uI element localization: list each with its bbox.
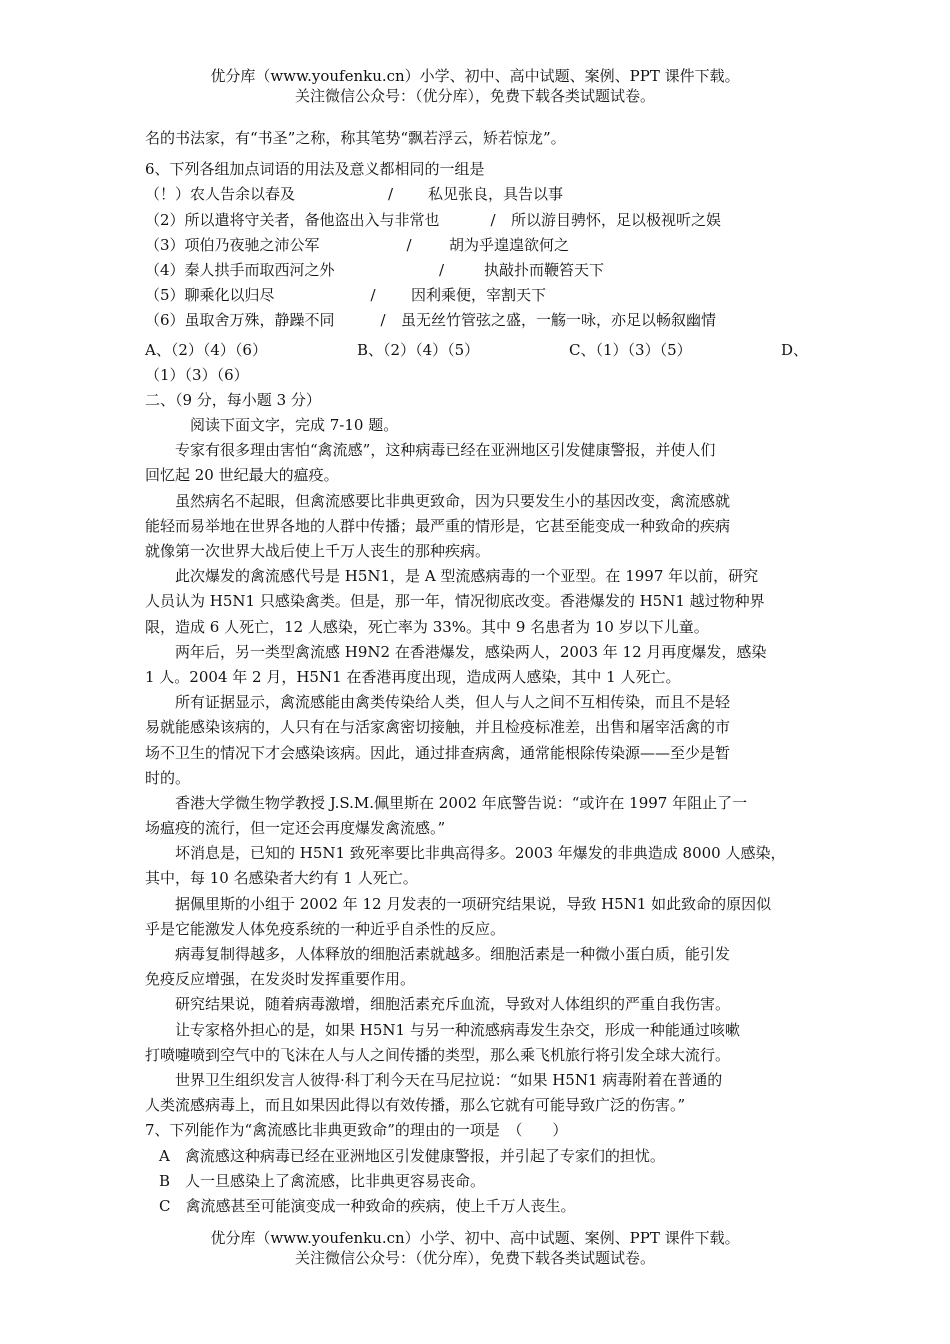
q6-pair-4-a: （4）秦人拱手而取西河之外	[145, 260, 335, 279]
q6-pair-1	[145, 182, 810, 207]
q6-pair-6-a: （6）虽取舍万殊，静躁不同	[145, 311, 335, 330]
paragraph-1-line-2: 回忆起 20 世纪最大的瘟疫。	[145, 466, 339, 485]
q6-choices	[145, 338, 810, 363]
paragraph-9-line-2: 免疫反应增强，在发炎时发挥重要作用。	[145, 970, 416, 989]
q6-pair-6	[145, 308, 810, 333]
paragraph-7-line-2: 其中，每 10 名感染者大约有 1 人死亡。	[145, 869, 418, 888]
q6-choice-c: C、（1）（3）（5）	[569, 340, 692, 359]
paragraph-5-line-1: 所有证据显示，禽流感能由禽类传染给人类，但人与人之间不互相传染，而且不是轻	[175, 693, 731, 712]
paragraph-10-line-1: 研究结果说，随着病毒激增，细胞活素充斥血流，导致对人体组织的严重自我伤害。	[175, 995, 731, 1014]
q6-pair-2	[145, 208, 810, 233]
q7-option-a: A 禽流感这种病毒已经在亚洲地区引发健康警报，并引起了专家们的担忧。	[159, 1146, 665, 1165]
paragraph-11-line-1: 让专家格外担心的是，如果 H5N1 与另一种流感病毒发生杂交，形成一种能通过咳嗽	[175, 1020, 740, 1039]
q6-pair-3-a: （3）项伯乃夜驰之沛公军	[145, 235, 320, 254]
intro-tail: 名的书法家，有“书圣”之称，称其笔势“飘若浮云，矫若惊龙”。	[145, 129, 566, 147]
q6-pair-5-b: 因利乘便，宰割天下	[411, 286, 547, 305]
q6-stem: 6、下列各组加点词语的用法及意义都相同的一组是	[145, 160, 485, 179]
page-header	[0, 66, 950, 106]
paragraph-4-line-1: 两年后，另一类型禽流感 H9N2 在香港爆发，感染两人，2003 年 12 月再度爆发，感染	[175, 642, 767, 661]
paragraph-3-line-1: 此次爆发的禽流感代号是 H5N1，是 A 型流感病毒的一个亚型。在 1997 年以前，研究	[175, 567, 759, 586]
document-body	[145, 126, 810, 1219]
q6-pair-3	[145, 233, 810, 258]
q6-choice-d-wrap: （1）（3）（6）	[145, 365, 249, 384]
q6-pair-1-sep: /	[387, 185, 394, 204]
q6-pair-6-b: 虽无丝竹管弦之盛，一觞一咏，亦足以畅叙幽情	[401, 311, 717, 330]
paragraph-2-line-1: 虽然病名不起眼，但禽流感要比非典更致命，因为只要发生小的基因改变，禽流感就	[175, 491, 731, 510]
paragraph-7-line-1: 坏消息是，已知的 H5N1 致死率要比非典高得多。2003 年爆发的非典造成 8000 人感染，	[175, 844, 786, 863]
paragraph-1-line-1: 专家有很多理由害怕“禽流感”，这种病毒已经在亚洲地区引发健康警报，并使人们	[175, 441, 716, 460]
paragraph-6-line-1: 香港大学微生物学教授 J.S.M.佩里斯在 2002 年底警告说：“或许在 1997 年阻止了一	[175, 793, 748, 812]
q6-pair-6-sep: /	[380, 311, 386, 330]
q6-pair-4-b: 执敲扑而鞭笞天下	[484, 260, 605, 279]
q7-option-c: C 禽流感甚至可能演变成一种致命的疾病，使上千万人丧生。	[159, 1196, 576, 1215]
section2-title: 二、（9 分，每小题 3 分）	[145, 390, 321, 409]
paragraph-2-line-3: 就像第一次世界大战后使上千万人丧生的那种疾病。	[145, 542, 491, 560]
paragraph-8-line-1: 据佩里斯的小组于 2002 年 12 月发表的一项研究结果说，导致 H5N1 如此致命的原因似	[175, 894, 772, 913]
q6-pair-5-sep: /	[370, 286, 376, 305]
paragraph-12-line-2: 人类流感病毒上，而且如果因此得以有效传播，那么它就有可能导致广泛的伤害。”	[145, 1096, 686, 1115]
q6-choice-a: A、（2）（4）（6）	[145, 340, 267, 359]
q7-option-b: B 人一旦感染上了禽流感，比非典更容易丧命。	[159, 1171, 486, 1190]
footer-line-2: 关注微信公众号：（优分库），免费下载各类试题试卷。	[294, 1249, 655, 1267]
article-paragraphs	[145, 438, 810, 1118]
q6-pair-3-sep: /	[406, 235, 412, 254]
q6-pair-1-a: （！）农人告余以春及	[145, 185, 296, 204]
section2-instruction: 阅读下面文字，完成 7-10 题。	[190, 416, 399, 435]
header-line-2: 关注微信公众号：（优分库），免费下载各类试题试卷。	[294, 87, 655, 105]
paragraph-12-line-1: 世界卫生组织发言人彼得·科丁利今天在马尼拉说：“如果 H5N1 病毒附着在普通的	[175, 1070, 723, 1089]
q6-pair-5-a: （5）聊乘化以归尽	[145, 286, 275, 305]
paragraph-9-line-1: 病毒复制得越多，人体释放的细胞活素就越多。细胞活素是一种微小蛋白质，能引发	[175, 945, 731, 963]
q6-pair-4	[145, 258, 810, 283]
paragraph-3-line-2: 人员认为 H5N1 只感染禽类。但是，那一年，情况彻底改变。香港爆发的 H5N1 越过物种界	[145, 592, 765, 611]
paragraph-6-line-2: 场瘟疫的流行，但一定还会再度爆发禽流感。”	[145, 819, 446, 838]
paragraph-5-line-4: 时的。	[145, 768, 191, 787]
q6-pair-2-a: （2）所以遣将守关者，备他盗出入与非常也	[145, 210, 440, 229]
paragraph-4-line-2: 1 人。2004 年 2 月，H5N1 在香港再度出现，造成两人感染，其中 1 人死亡。	[145, 667, 681, 686]
q6-choice-d: D、	[781, 340, 809, 359]
paragraph-3-line-3: 限，造成 6 人死亡，12 人感染，死亡率为 33%。其中 9 名患者为 10 岁以下儿童。	[145, 617, 709, 636]
q6-pair-5	[145, 283, 810, 308]
q6-pair-3-b: 胡为乎遑遑欲何之	[449, 235, 570, 254]
q6-pair-2-b: 所以游目骋怀，足以极视听之娱	[511, 210, 722, 229]
paragraph-2-line-2: 能轻而易举地在世界各地的人群中传播；最严重的情形是，它甚至能变成一种致命的疾病	[145, 516, 731, 535]
q7-stem: 7、下列能作为“禽流感比非典更致命”的理由的一项是 （ ）	[145, 1121, 568, 1140]
q6-pair-4-sep: /	[438, 260, 445, 279]
header-line-1: 优分库（www.youfenku.cn）小学、初中、高中试题、案例、PPT 课件下载。	[210, 67, 740, 85]
q6-choice-b: B、（2）（4）（5）	[357, 340, 480, 359]
paragraph-11-line-2: 打喷嚏喷到空气中的飞沫在人与人之间传播的类型，那么乘飞机旅行将引发全球大流行。	[145, 1045, 731, 1064]
paragraph-5-line-2: 易就能感染该病的，人只有在与活家禽密切接触，并且检疫标准差，出售和屠宰活禽的市	[145, 718, 731, 737]
q6-pair-1-b: 私见张良，具告以事	[428, 185, 564, 204]
paragraph-5-line-3: 场不卫生的情况下才会感染该病。因此，通过排查病禽，通常能根除传染源——至少是暂	[145, 743, 731, 762]
page-footer	[0, 1228, 950, 1268]
q6-pair-2-sep: /	[490, 210, 496, 229]
paragraph-8-line-2: 乎是它能激发人体免疫系统的一种近乎自杀性的反应。	[145, 919, 506, 938]
footer-line-1: 优分库（www.youfenku.cn）小学、初中、高中试题、案例、PPT 课件下载。	[210, 1229, 740, 1247]
